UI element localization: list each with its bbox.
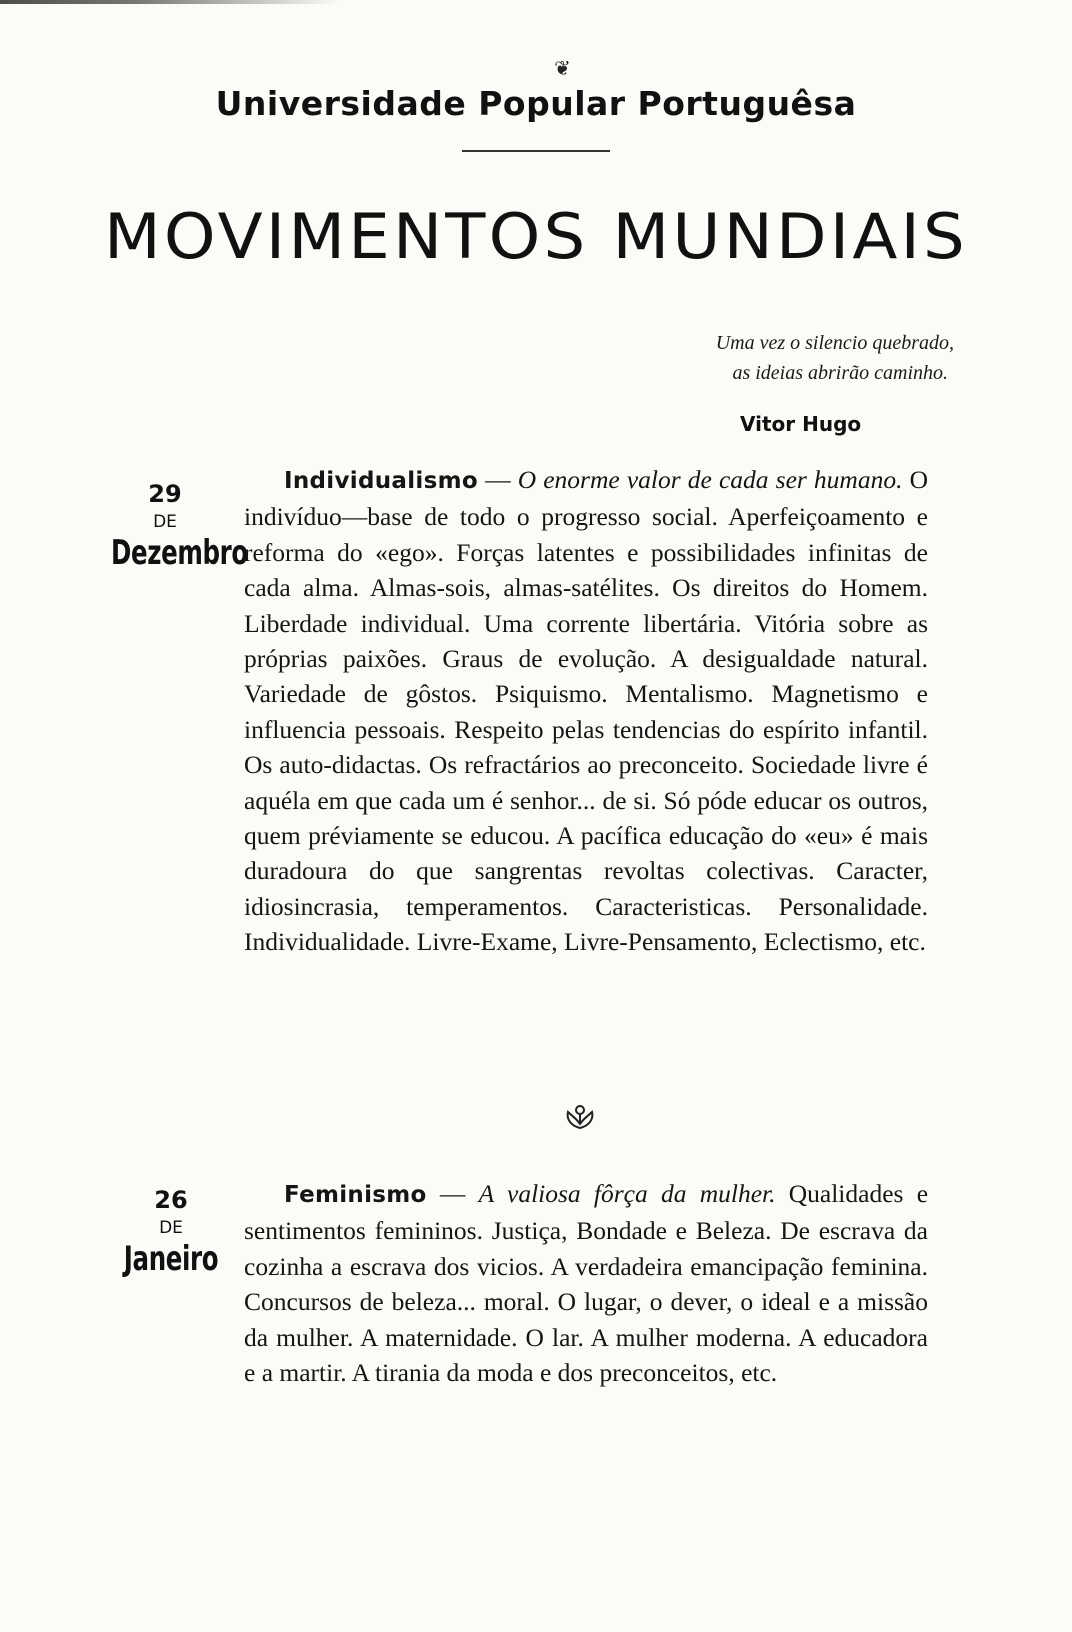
scan-edge-mark bbox=[0, 0, 340, 4]
epigraph-line-2: as ideias abrirão caminho. bbox=[732, 362, 948, 384]
date-de: DE bbox=[159, 1218, 183, 1238]
institution-name: Universidade Popular Portuguêsa bbox=[215, 84, 857, 123]
entry-date-1 bbox=[90, 480, 248, 573]
entry-feminismo bbox=[244, 1176, 928, 1390]
date-day: 29 bbox=[148, 480, 182, 508]
entry-heading: Individualismo bbox=[284, 468, 478, 494]
epigraph bbox=[716, 328, 954, 388]
entry-subtitle: O enorme valor de cada ser humano. bbox=[517, 465, 903, 494]
entry-individualismo bbox=[244, 462, 928, 960]
flower-ornament-icon bbox=[562, 1102, 598, 1132]
date-month: Dezembro bbox=[111, 533, 248, 573]
entry-dash: — bbox=[426, 1179, 479, 1208]
entry-date-2 bbox=[96, 1186, 246, 1278]
entry-subtitle: A valiosa fôrça da mulher. bbox=[478, 1179, 776, 1208]
date-day: 26 bbox=[154, 1186, 188, 1214]
top-ornament-icon: ❦ bbox=[554, 56, 571, 80]
entry-dash: — bbox=[477, 465, 518, 494]
entry-body: O indivíduo—base de todo o progresso social. Aperfeiçoamento e reforma do «ego». Forças latentes e possibilidades infinitas de cada alma. Almas-sois, almas-satélites. Os direitos do Homem. Liberdade individual. Uma corrente libertária. Vitória sobre as próprias paixões. Graus de evolução. A desigualdade natural. Variedade de gôstos. Psiquismo. Mentalismo. Magnetismo e influencia pessoais. Respeito pelas tendencias do espírito infantil. Os auto-didactas. Os refractários ao preconceito. Sociedade livre é aquéla em que cada um é senhor... de si. Só póde educar os outros, quem préviamente se educou. A pacífica educação do «eu» é mais duradoura do que sangrentas revoltas colectivas. Caracter, idiosincrasia, temperamentos. Caracteristicas. Personalidade. Individualidade. Livre-Exame, Livre-Pensamento, Eclectismo, etc. bbox=[244, 465, 929, 957]
entry-heading: Feminismo bbox=[284, 1182, 427, 1208]
header-rule bbox=[462, 150, 610, 152]
epigraph-line-1: Uma vez o silencio quebrado, bbox=[715, 332, 954, 354]
page-title: MOVIMENTOS MUNDIAIS bbox=[104, 200, 968, 273]
date-de: DE bbox=[153, 512, 177, 532]
date-month: Janeiro bbox=[123, 1239, 219, 1279]
epigraph-author: Vitor Hugo bbox=[740, 412, 862, 436]
entry-body: Qualidades e sentimentos femininos. Justiça, Bondade e Beleza. De escrava da cozinha a escrava dos vicios. A verdadeira emancipação feminina. Concursos de beleza... moral. O lugar, o dever, o ideal e a missão da mulher. A maternidade. O lar. A mulher moderna. A educadora e a martir. A tirania da moda e dos preconceitos, etc. bbox=[244, 1179, 929, 1388]
